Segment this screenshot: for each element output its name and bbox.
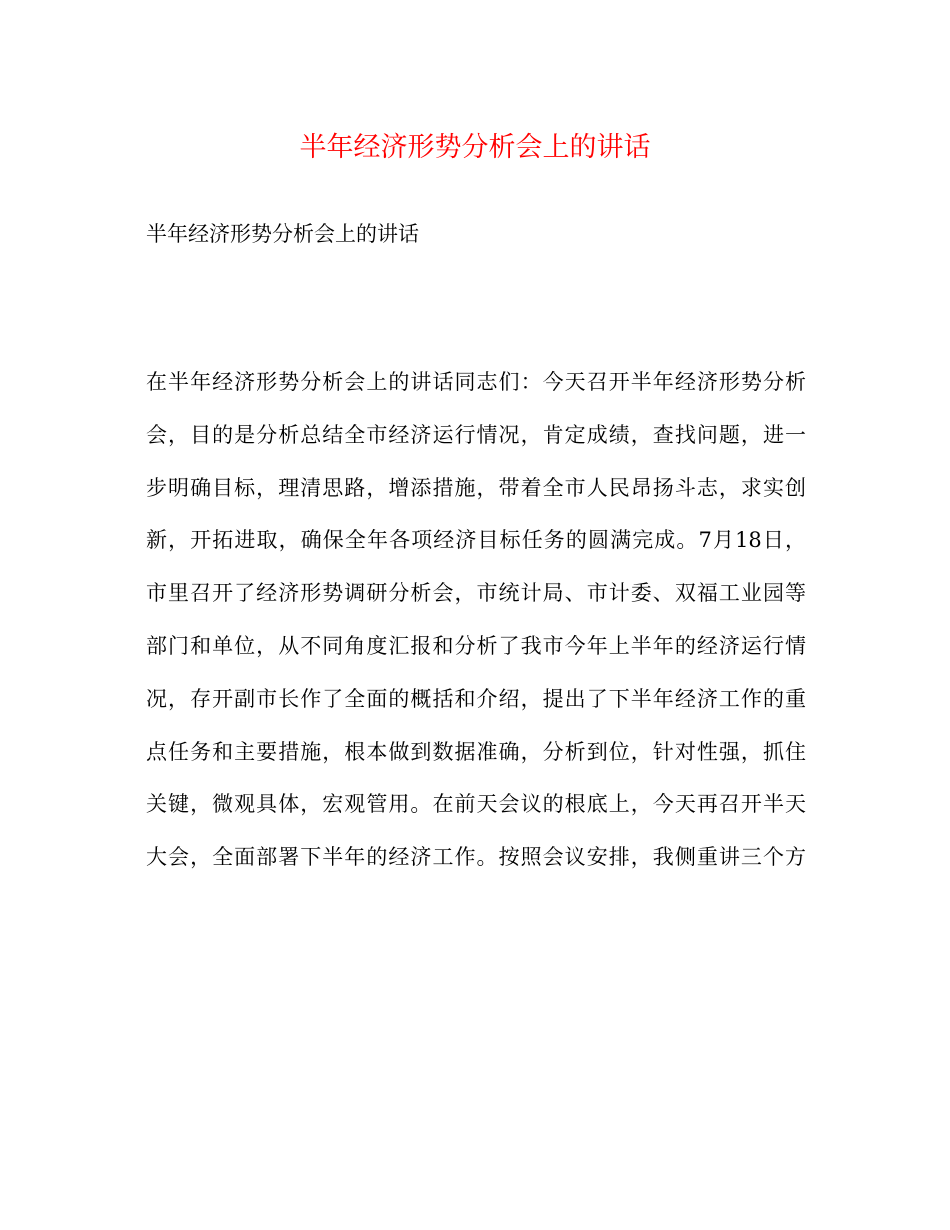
body-line: 况，存开副市长作了全面的概括和介绍，提出了下半年经济工作的重: [146, 686, 806, 711]
document-subtitle: 半年经济形势分析会上的讲话: [146, 222, 419, 246]
body-line: 新，开拓进取，确保全年各项经济目标任务的圆满完成。7月18日，: [146, 528, 806, 553]
body-line: 点任务和主要措施，根本做到数据准确，分析到位，针对性强，抓住: [146, 739, 806, 764]
body-line: 关键，微观具体，宏观管用。在前天会议的根底上，今天再召开半天: [146, 792, 806, 817]
body-line: 大会，全面部署下半年的经济工作。按照会议安排，我侧重讲三个方: [146, 845, 806, 870]
document-body: [146, 362, 806, 890]
body-line: 在半年经济形势分析会上的讲话同志们：今天召开半年经济形势分析: [146, 370, 806, 394]
body-line: 步明确目标，理清思路，增添措施，带着全市人民昂扬斗志，求实创: [146, 475, 806, 500]
document-title: 半年经济形势分析会上的讲话: [299, 132, 651, 163]
body-line: 市里召开了经济形势调研分析会，市统计局、市计委、双福工业园等: [146, 581, 806, 606]
body-line: 部门和单位，从不同角度汇报和分析了我市今年上半年的经济运行情: [146, 633, 806, 658]
body-line: 会，目的是分析总结全市经济运行情况，肯定成绩，查找问题，进一: [146, 422, 806, 447]
